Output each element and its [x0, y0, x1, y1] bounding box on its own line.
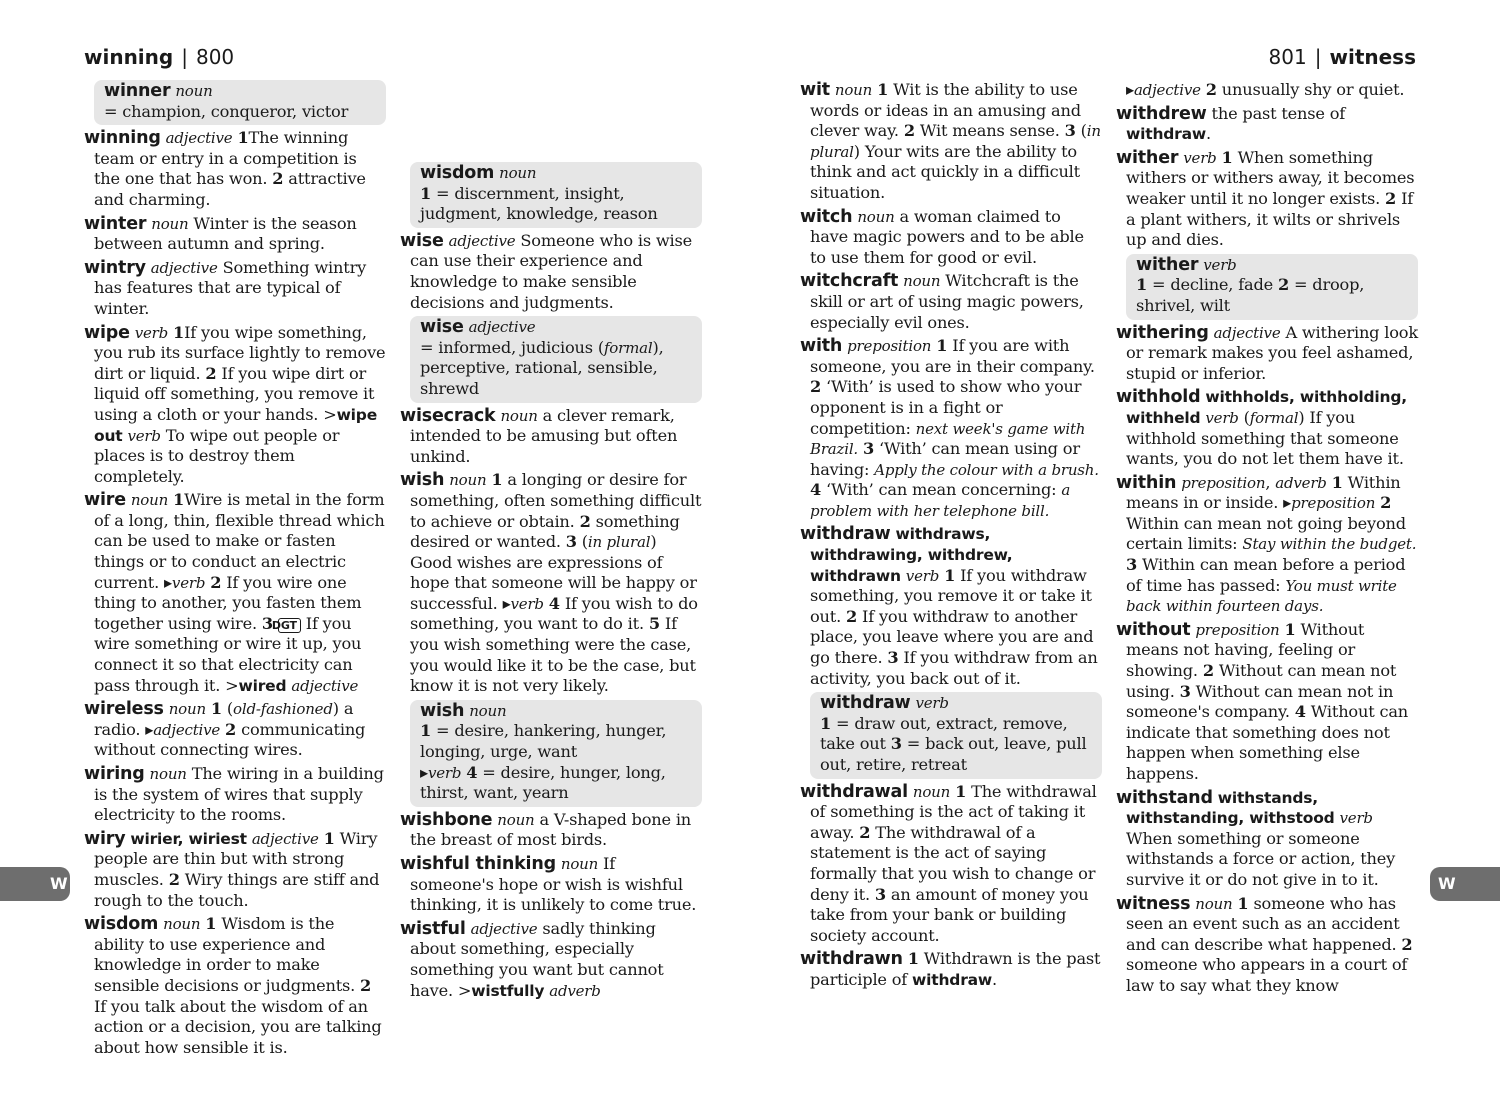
headword: within: [1116, 472, 1177, 493]
text-span: When something withers or withers away, it becomes weaker until it no longer exists.: [1126, 147, 1415, 208]
part-of-speech: adjective: [448, 231, 516, 250]
text-span: Wiry people are thin but with strong muscles.: [94, 828, 378, 889]
thesaurus-box-winner: [94, 80, 386, 125]
headword: withdrawn: [800, 949, 903, 970]
entry-withdrawal: [800, 782, 1102, 947]
sense-number: 2: [272, 169, 284, 189]
text-span: Wit means sense.: [919, 121, 1060, 141]
text-span: Good wishes are expressions of hope that someone will be happy or successful.: [410, 552, 697, 613]
entry-witch: [800, 207, 1102, 269]
text-span: Wire is metal in the form of a long, thin, flexible thread which can be used to make or fasten things or to conduct an electric current.: [94, 490, 385, 592]
right-head-separator: |: [1314, 45, 1322, 69]
part-of-speech: noun: [163, 915, 201, 934]
sense-number: 2: [845, 606, 858, 626]
text-span: ‘With’ is used to show who your opponent is in a fight or competition:: [810, 377, 1082, 438]
part-of-speech: adjective: [468, 318, 536, 337]
part-of-speech: noun: [499, 164, 537, 182]
entry-wistful: wistful adjective sadly thinking about something, especially something you want but cannot have. >wistfully adverb: [400, 918, 664, 1000]
text-span: The withdrawal of something is the act of taking it away.: [810, 781, 1097, 842]
bold-form: withdraw: [912, 970, 993, 989]
part-of-speech: noun: [151, 214, 189, 233]
text-span: a radio.: [94, 699, 354, 739]
entry-wish: wish noun 1 a longing or desire for something, often something difficult to achieve or obtain. 2 something desired or wanted. 3 (in plural) Good wishes are expressions of hope that someone will be happy or successful. ▸verb 4 If you wish to do something, you want to do it. 5 If you wish something were the case, you would like it to be the case, but know it is not very likely.: [400, 470, 702, 696]
text-span: Within means in or inside.: [1126, 472, 1401, 513]
sense-number: 1: [944, 565, 956, 585]
text-span: a woman claimed to have magic powers and to be able to use them for good or evil.: [810, 206, 1084, 267]
text-span: To wipe out people or places is to destroy them completely.: [94, 425, 340, 486]
sense-number: 1: [173, 322, 185, 342]
sense-number: 2: [205, 363, 217, 383]
bold-form: withholds, withholding,: [1205, 388, 1407, 407]
sense-number: 3: [261, 613, 273, 633]
text-span: ‘With’ can mean using or having:: [810, 439, 1080, 479]
entry-wintry: [84, 258, 386, 320]
text-span: If you wipe dirt or liquid off something, you remove it using a cloth or your hands.: [94, 363, 375, 424]
sense-number: 1: [936, 336, 948, 356]
triangle-icon: ▸: [145, 719, 154, 739]
text-span: If you wish to do something, you want to do it.: [410, 593, 698, 634]
sense-number: 3: [1126, 555, 1138, 575]
text-span: Within can mean before a period of time has passed:: [1126, 555, 1406, 595]
bold-form: withdraws, withdrawing, withdrew, withdrawn: [810, 525, 1013, 585]
example-text: a problem with her telephone bill.: [810, 481, 1071, 520]
part-of-speech: adjective: [251, 829, 319, 848]
sense-number: 1: [877, 80, 889, 99]
example-text: formal: [1249, 408, 1299, 427]
part-of-speech: adjective: [1133, 81, 1201, 99]
sense-number: 3: [1179, 681, 1191, 701]
headword: wistful: [400, 918, 466, 939]
headword: wire: [84, 490, 126, 511]
text-span: A withering look or remark makes you feel ashamed, stupid or inferior.: [1126, 322, 1418, 383]
part-of-speech: verb: [1339, 809, 1373, 828]
sense-number: 5: [648, 614, 660, 634]
headword: wise: [420, 317, 464, 338]
bold-form: wistfully: [471, 981, 545, 1000]
part-of-speech: adjective: [153, 720, 221, 739]
sense-number: 1: [955, 781, 967, 801]
example-text: You must write back within fourteen days.: [1126, 576, 1397, 616]
sense-number: 2: [903, 121, 915, 141]
text-span: The wiring in a building is the system of wires that supply electricity to the rooms.: [94, 764, 384, 825]
headword: wish: [400, 470, 445, 491]
sense-number: 3: [862, 439, 875, 459]
bold-form: withdraw: [1126, 125, 1206, 144]
text-span: a longing or desire for something, often something difficult to achieve or obtain.: [410, 470, 702, 531]
sense-number: 2: [1277, 275, 1290, 295]
text-span: = champion, conqueror, victor: [104, 101, 349, 121]
sense-number: 2: [168, 869, 180, 889]
entry-withdrawn-continued: [1116, 80, 1418, 101]
entry-wiry: [84, 829, 386, 911]
text-span: The withdrawal of a statement is the act of saying formally that you wish to change or deny it.: [810, 822, 1096, 904]
part-of-speech: adverb: [1275, 473, 1327, 492]
headword: witchcraft: [800, 271, 899, 292]
text-span: The winning team or entry in a competition is the one that has won.: [94, 128, 357, 189]
sense-number: 1: [1221, 147, 1233, 167]
example-text: in plural: [810, 122, 1101, 161]
sense-number: 4: [810, 480, 822, 500]
left-thumb-tab: [0, 867, 70, 901]
headword: withstand: [1116, 787, 1213, 808]
text-span: When something or someone withstands a force or action, they survive it or do not give in to it.: [1126, 828, 1396, 889]
sense-number: 2: [210, 572, 222, 592]
triangle-icon: ▸: [1283, 493, 1292, 513]
headword: wit: [800, 80, 830, 100]
left-page-number: 800: [195, 45, 235, 69]
sense-number: 1: [205, 914, 217, 934]
sense-number: 3: [887, 648, 899, 668]
text-span: If you withdraw to another place, you leave where you are and go there.: [810, 606, 1094, 668]
right-guide-word: witness: [1329, 45, 1416, 69]
right-thumb-tab: [1430, 867, 1500, 901]
part-of-speech: noun: [175, 82, 213, 100]
bold-form: wipe out: [94, 405, 378, 445]
entry-wit: wit noun 1 Wit is the ability to use words or ideas in an amusing and clever way. 2 Wit means sense. 3 (in plural) Your wits are the ability to think and act quickly in a difficult situation.: [800, 80, 1101, 202]
text-span: W: [1438, 874, 1456, 893]
part-of-speech: noun: [168, 700, 206, 719]
part-of-speech: verb: [134, 323, 169, 342]
right-page-number: 801: [1268, 45, 1307, 69]
headword: withdrawal: [800, 781, 908, 802]
headword: withdraw: [800, 524, 891, 545]
headword: wither: [1136, 254, 1199, 275]
sense-number: 1: [1136, 275, 1148, 295]
headword: wisecrack: [400, 405, 496, 426]
sense-number: 3: [1064, 121, 1076, 141]
triangle-icon: ▸: [502, 593, 511, 613]
sense-number: 4: [466, 762, 478, 782]
sense-number: 3: [565, 532, 577, 552]
headword: winner: [104, 81, 171, 101]
entry-withstand: [1116, 788, 1418, 891]
text-span: If you withdraw from an activity, you back out of it.: [810, 648, 1098, 688]
part-of-speech: preposition: [1195, 620, 1280, 639]
text-span: ‘With’ can mean concerning:: [826, 480, 1057, 500]
part-of-speech: adjective: [165, 129, 233, 148]
text-span: Winter is the season between autumn and spring.: [94, 213, 357, 254]
headword: winning: [84, 128, 161, 149]
part-of-speech: noun: [912, 782, 951, 801]
part-of-speech: verb: [1205, 408, 1239, 427]
text-span: Without can mean not in someone's company.: [1126, 681, 1394, 722]
text-span: = droop, shrivel, wilt: [1136, 275, 1365, 315]
sense-number: 4: [548, 593, 560, 613]
text-span: If you wipe something, you rub its surface lightly to remove dirt or liquid.: [94, 322, 386, 383]
thesaurus-box-wise: [410, 316, 702, 402]
example-text: Apply the colour with a brush.: [874, 460, 1099, 479]
part-of-speech: verb: [1183, 148, 1217, 167]
part-of-speech: preposition: [1291, 494, 1376, 513]
part-of-speech: adjective: [150, 258, 218, 277]
part-of-speech: noun: [857, 207, 895, 226]
part-of-speech: adverb: [549, 981, 601, 1000]
text-span: = desire, hankering, hunger, longing, urge, want: [420, 721, 667, 762]
text-span: If someone's hope or wish is wishful thinking, it is unlikely to come true.: [410, 854, 697, 915]
example-text: in plural: [587, 533, 651, 552]
entry-winning: [84, 128, 386, 210]
headword: with: [800, 336, 843, 357]
headword: wiry: [84, 828, 126, 849]
part-of-speech: noun: [1195, 894, 1233, 913]
entry-wireless: wireless noun 1 (old-fashioned) a radio. ▸adjective 2 communicating without connecting wires.: [84, 699, 366, 760]
entry-wire: wire noun 1Wire is metal in the form of a long, thin, flexible thread which can be used to make or fasten things or to conduct an electric current. ▸verb 2 If you wire one thing to another, you fasten them together using wire. 3 DGT If you wire something or wire it up, you connect it so that electricity can pass through it. >wired adjective: [84, 490, 385, 695]
sense-number: 2: [1205, 80, 1217, 99]
sense-number: 2: [225, 719, 237, 739]
thesaurus-box-wither: [1126, 254, 1418, 320]
entry-without: [1116, 620, 1418, 785]
headword: witness: [1116, 893, 1191, 914]
sense-number: 3: [874, 884, 886, 904]
part-of-speech: noun: [469, 701, 507, 720]
sense-number: 1: [1284, 619, 1296, 639]
headword: wisdom: [84, 914, 159, 935]
entry-withdrew: withdrew the past tense of withdraw.: [1116, 103, 1346, 144]
text-span: Wisdom is the ability to use experience and knowledge in order to make sensible decisions or judgments.: [94, 914, 356, 995]
text-span: = draw out, extract, remove, take out: [820, 713, 1068, 754]
part-of-speech: noun: [903, 272, 941, 291]
text-span: Someone who is wise can use their experience and knowledge to make sensible decisions and judgments.: [410, 230, 693, 312]
spacer: [400, 80, 702, 162]
text-span: Within can mean not going beyond certain limits:: [1126, 513, 1406, 554]
part-of-speech: preposition: [847, 337, 932, 356]
text-span: If you wire something or wire it up, you connect it so that electricity can pass through it.: [94, 613, 362, 695]
sense-number: 2: [1380, 493, 1392, 513]
headword: withhold: [1116, 387, 1201, 408]
example-text: Stay within the budget.: [1242, 535, 1417, 554]
part-of-speech: verb: [171, 573, 206, 592]
part-of-speech: verb: [1203, 255, 1237, 274]
text-span: Wiry things are stiff and rough to the touch.: [94, 869, 380, 910]
text-span: = desire, hunger, long, thirst, want, yearn: [420, 762, 666, 803]
entry-withdraw: [800, 524, 1102, 689]
bold-form: withheld: [1126, 408, 1201, 427]
left-head-separator: |: [181, 45, 188, 69]
triangle-icon: ▸: [163, 572, 172, 592]
left-guide-word: winning: [84, 45, 174, 69]
part-of-speech: noun: [560, 855, 599, 873]
entry-withhold: withhold withholds, withholding, withheld verb (formal) If you withhold something that someone wants, you do not let them have it.: [1116, 387, 1407, 469]
headword: withering: [1116, 322, 1209, 343]
sense-number: 1: [1331, 472, 1343, 492]
sense-number: 2: [1401, 934, 1413, 954]
text-span: = discernment, insight, judgment, knowledge, reason: [420, 183, 658, 224]
headword: wireless: [84, 699, 164, 720]
text-span: If a plant withers, it wilts or shrivels up and dies.: [1126, 188, 1414, 250]
text-span: Without can mean not using.: [1126, 661, 1397, 701]
headword: wishbone: [400, 809, 493, 830]
headword: witch: [800, 206, 853, 227]
text-span: Witchcraft is the skill or art of using magic powers, especially evil ones.: [810, 271, 1084, 332]
headword: wish: [420, 700, 465, 721]
headword: winter: [84, 213, 147, 234]
part-of-speech: adjective: [1213, 323, 1281, 342]
column-2: [400, 80, 702, 1004]
entry-witness: [1116, 894, 1418, 997]
part-of-speech: noun: [497, 810, 535, 829]
right-running-head: [1269, 45, 1416, 69]
entry-witchcraft: [800, 271, 1102, 333]
triangle-icon: ▸: [420, 762, 428, 782]
sense-number: 1: [820, 713, 832, 733]
part-of-speech: verb: [427, 763, 462, 782]
column-4: [1116, 80, 1418, 1000]
entry-withdrawn: withdrawn 1 Withdrawn is the past participle of withdraw.: [800, 949, 1101, 989]
headword: withdraw: [820, 693, 911, 714]
sense-number: 2: [859, 822, 871, 842]
part-of-speech: noun: [130, 491, 169, 510]
sense-number: 3: [890, 734, 902, 754]
text-span: If you withdraw something, you remove it or take it out.: [810, 565, 1092, 626]
part-of-speech: noun: [449, 471, 487, 490]
thesaurus-box-wish: [410, 700, 702, 807]
part-of-speech: noun: [834, 81, 873, 99]
text-span: the past tense of: [1211, 103, 1346, 123]
text-span: communicating without connecting wires.: [94, 719, 366, 760]
example-text: formal: [603, 338, 653, 357]
entry-wipe: wipe verb 1If you wipe something, you rub its surface lightly to remove dirt or liquid. 2 If you wipe dirt or liquid off something, you remove it using a cloth or your hands. >wipe out verb To wipe out people or places is to destroy them completely.: [84, 322, 386, 486]
entry-wishful-thinking: [400, 854, 702, 916]
text-span: Wit is the ability to use words or ideas in an amusing and clever way.: [810, 80, 1081, 141]
part-of-speech: adjective: [470, 919, 538, 938]
part-of-speech: noun: [500, 406, 538, 425]
sense-number: 2: [360, 975, 372, 995]
headword: wise: [400, 230, 444, 251]
part-of-speech: preposition: [1181, 473, 1266, 492]
sense-number: 1: [237, 128, 249, 148]
headword: wiring: [84, 764, 145, 784]
dgt-label-icon: DGT: [278, 618, 301, 633]
sense-number: 1: [173, 490, 185, 510]
part-of-speech: verb: [510, 594, 544, 613]
sense-number: 1: [420, 721, 432, 741]
sense-number: 2: [1202, 661, 1214, 681]
sense-number: 1: [323, 828, 335, 848]
sense-number: 2: [810, 377, 822, 397]
text-span: = back out, leave, pull out, retire, retreat: [820, 734, 1087, 774]
text-span: = informed, judicious (: [420, 337, 604, 357]
entry-wise: [400, 231, 702, 313]
text-span: attractive and charming.: [94, 169, 366, 209]
part-of-speech: adjective: [291, 676, 359, 695]
text-span: ), perceptive, rational, sensible, shrewd: [420, 337, 664, 398]
text-span: = decline, fade: [1152, 275, 1273, 295]
text-span: Without means not having, feeling or showing.: [1126, 619, 1365, 681]
example-text: old-fashioned: [233, 700, 333, 719]
text-span: If you talk about the wisdom of an action or a decision, you are talking about how sensible it is.: [94, 996, 382, 1057]
text-span: If you withhold something that someone wants, you do not let them have it.: [1126, 407, 1404, 469]
sense-number: 1: [420, 183, 432, 203]
text-span: sadly thinking about something, especially something you want but cannot have.: [410, 918, 664, 1000]
headword: without: [1116, 619, 1191, 640]
entry-within: within preposition, adverb 1 Within means in or inside. ▸preposition 2 Within can mean not going beyond certain limits: Stay within the budget. 3 Within can mean before a period of time has passed: You must write back within fourteen days.: [1116, 472, 1417, 616]
entry-wisecrack: [400, 406, 702, 468]
text-span: someone who appears in a court of law to say what they know: [1126, 955, 1408, 995]
entry-wisdom: [84, 914, 386, 1058]
column-1: [84, 80, 386, 1061]
text-span: Your wits are the ability to think and act quickly in a difficult situation.: [810, 141, 1080, 202]
text-span: a clever remark, intended to be amusing but often unkind.: [410, 405, 678, 466]
entry-winter: [84, 214, 386, 255]
text-span: a V-shaped bone in the breast of most birds.: [410, 809, 692, 850]
text-span: If you wish something were the case, you would like it to be the case, but know it is not very likely.: [410, 614, 696, 696]
thesaurus-box-wisdom: [410, 162, 702, 228]
sense-number: 1: [210, 699, 222, 719]
triangle-icon: ▸: [1126, 80, 1134, 99]
text-span: If you wire one thing to another, you fasten them together using wire.: [94, 572, 362, 633]
text-span: unusually shy or quiet.: [1221, 80, 1405, 99]
headword: wishful thinking: [400, 854, 556, 874]
headword: wipe: [84, 322, 130, 343]
text-span: Withdrawn is the past participle of: [810, 949, 1101, 989]
text-span: If you are with someone, you are in their company.: [810, 336, 1095, 376]
left-running-head: [84, 45, 234, 69]
text-span: Without can indicate that something does not happen when something else happens.: [1126, 702, 1408, 783]
part-of-speech: verb: [127, 426, 161, 445]
bold-form: wirier, wiriest: [130, 829, 247, 848]
bold-form: withstands, withstanding, withstood: [1126, 788, 1335, 828]
sense-number: 2: [1385, 188, 1397, 208]
text-span: Something wintry has features that are typical of winter.: [94, 257, 367, 318]
example-text: next week's game with Brazil.: [810, 419, 1086, 459]
text-span: someone who has seen an event such as an accident and can describe what happened.: [1126, 893, 1400, 954]
headword: wintry: [84, 257, 146, 278]
headword: wither: [1116, 147, 1179, 168]
entry-wiring: [84, 764, 386, 826]
sense-number: 1: [1237, 893, 1249, 913]
sense-number: 1: [491, 470, 503, 490]
entry-wishbone: [400, 810, 702, 851]
entry-withering: [1116, 323, 1418, 385]
text-span: W: [50, 874, 68, 893]
sense-number: 1: [907, 949, 919, 969]
part-of-speech: noun: [149, 765, 187, 783]
headword: wisdom: [420, 163, 495, 183]
sense-number: 2: [579, 511, 591, 531]
part-of-speech: verb: [915, 694, 949, 713]
headword: withdrew: [1116, 103, 1207, 124]
bold-form: wired: [238, 676, 287, 695]
text-span: an amount of money you take from your bank or building society account.: [810, 884, 1089, 945]
text-span: something desired or wanted.: [410, 511, 680, 552]
column-3: [800, 80, 1102, 994]
entry-wither: [1116, 148, 1418, 251]
entry-with: [800, 336, 1102, 521]
sense-number: 4: [1294, 702, 1306, 722]
part-of-speech: verb: [905, 566, 940, 585]
thesaurus-box-withdraw: [810, 692, 1102, 778]
